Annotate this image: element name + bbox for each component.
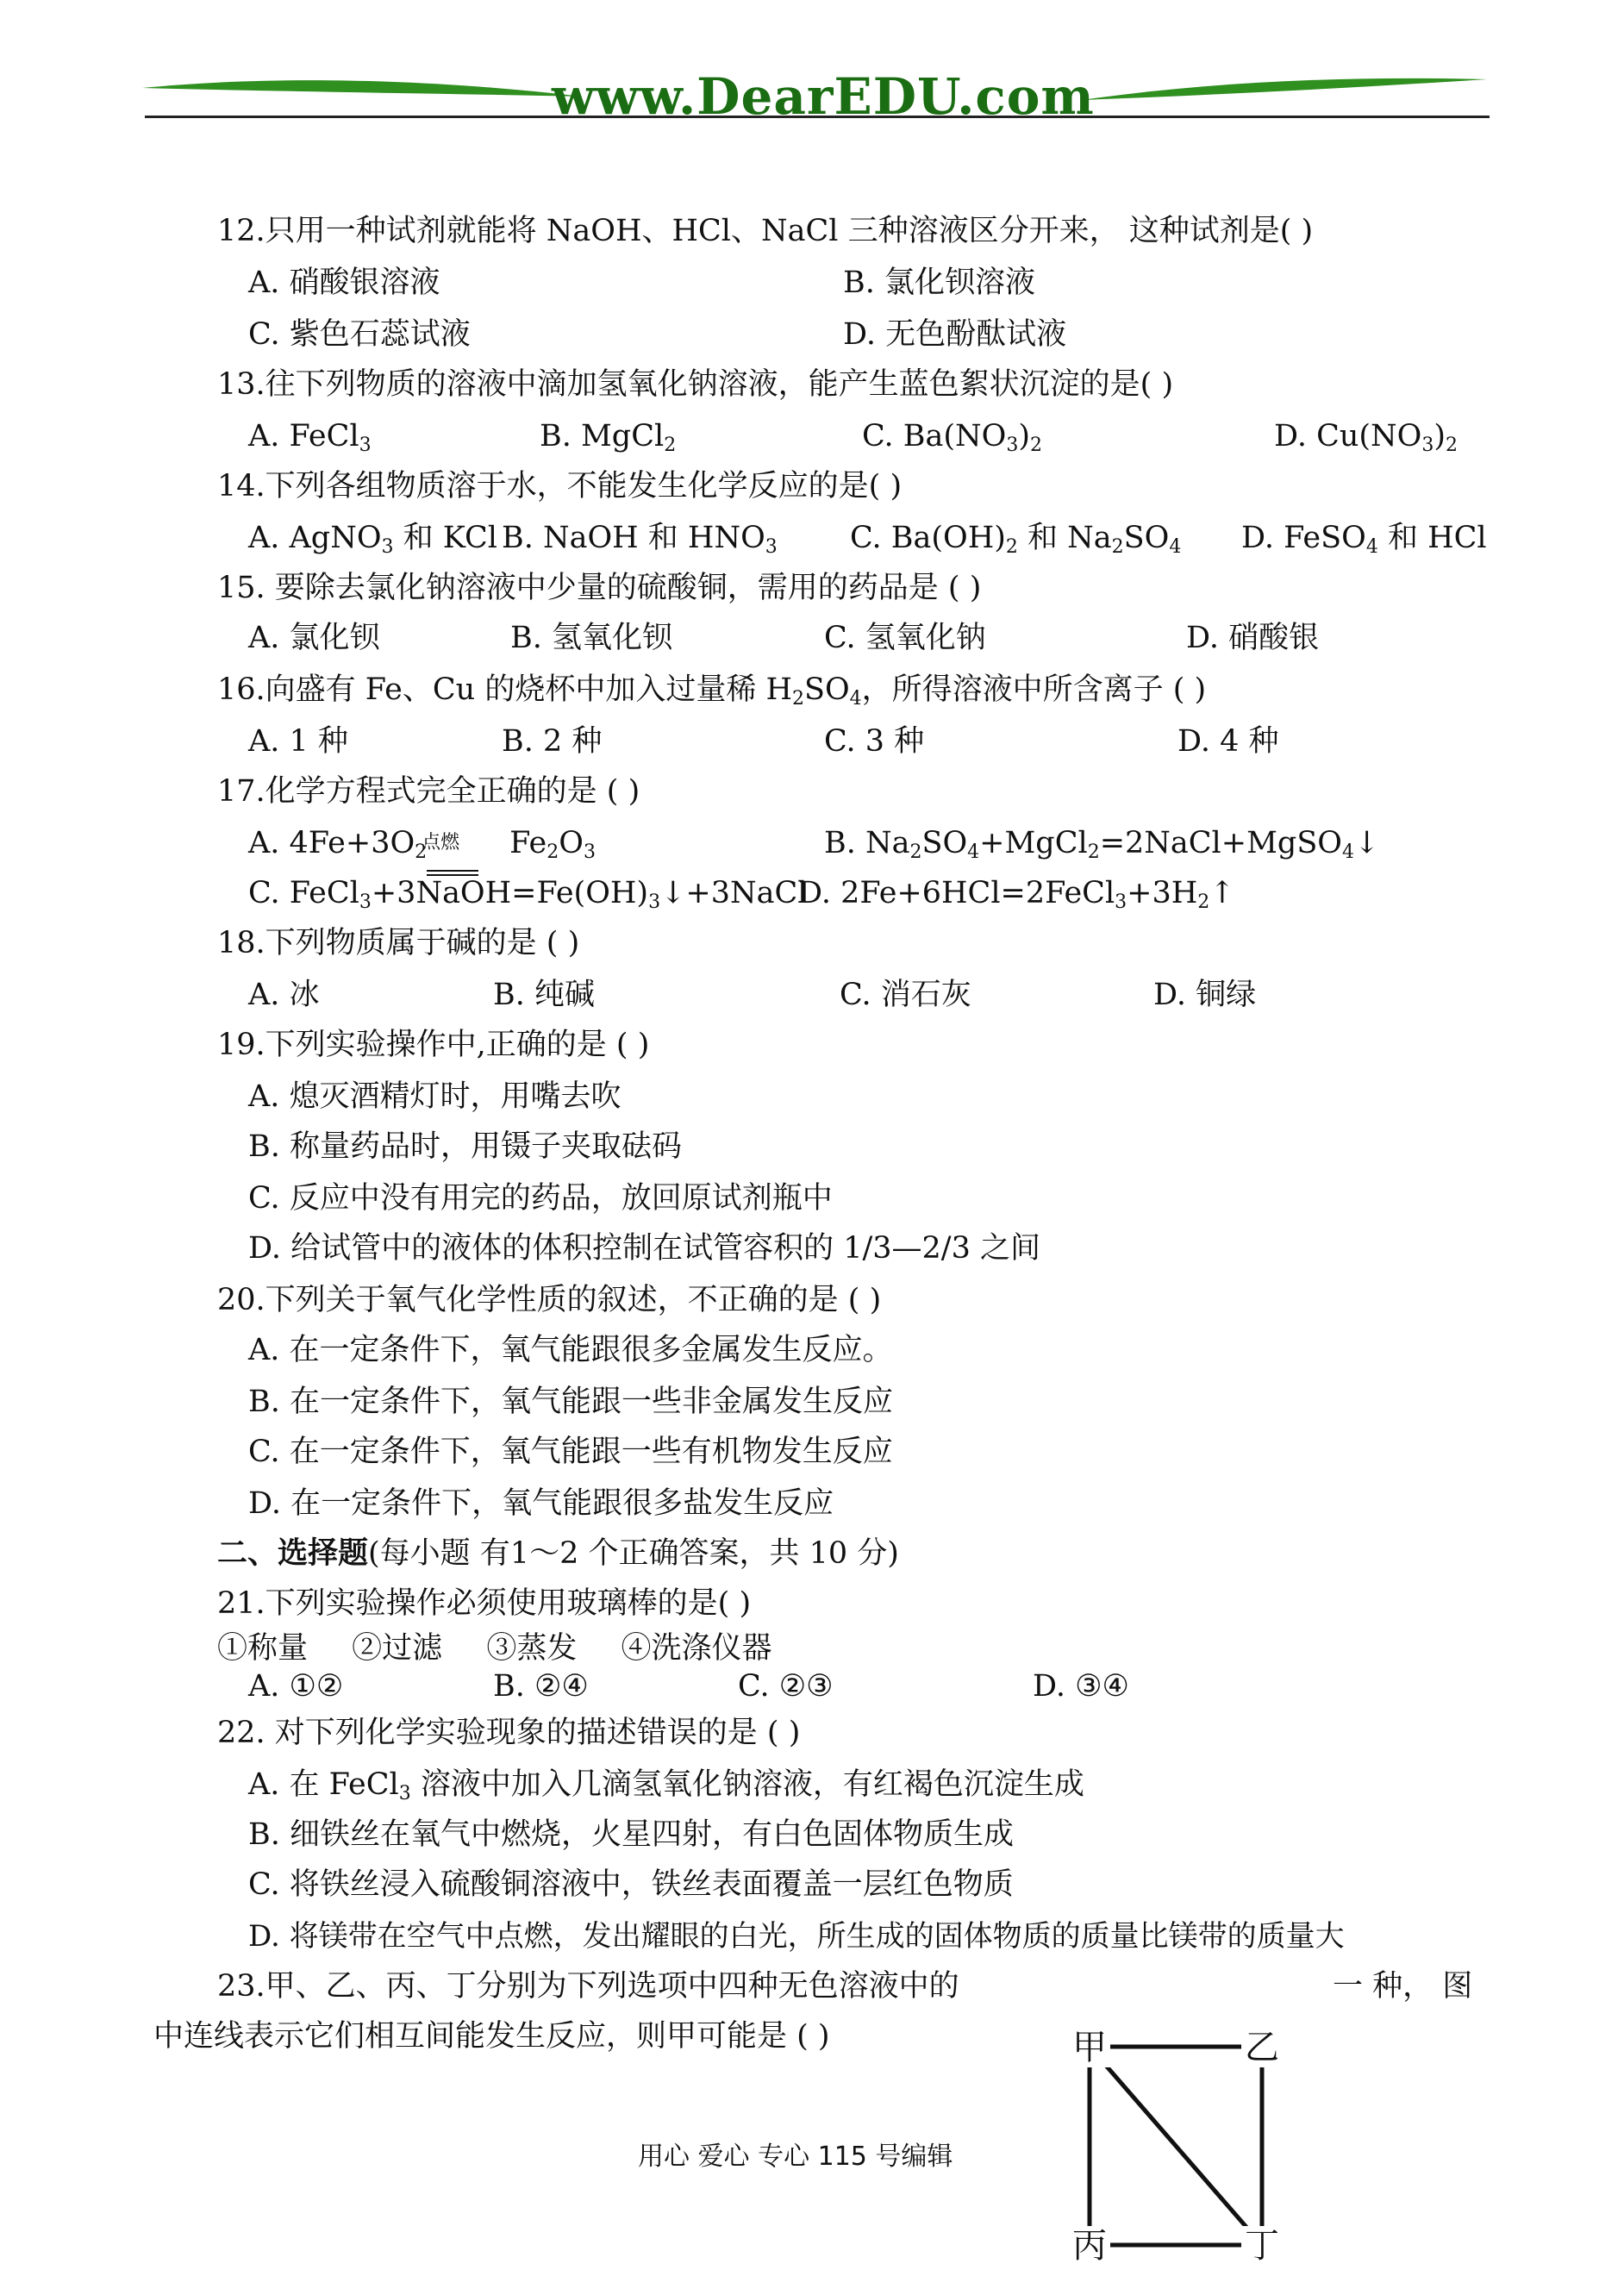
q21-item-4: ④洗涤仪器 bbox=[621, 1631, 772, 1666]
q19-option-b[interactable]: B. 称量药品时，用镊子夹取砝码 bbox=[248, 1129, 682, 1164]
q21-option-b[interactable]: B. ②④ bbox=[493, 1669, 589, 1704]
q21-stem: 21.下列实验操作必须使用玻璃棒的是( ) bbox=[217, 1586, 752, 1621]
q14-option-c[interactable]: C. $Ba(OH)_2$ 和 $Na_2SO_4$ bbox=[850, 521, 1182, 558]
q22-stem: 22. 对下列化学实验现象的描述错误的是 ( ) bbox=[217, 1716, 801, 1750]
q18-stem: 18.下列物质属于碱的是 ( ) bbox=[217, 926, 580, 960]
q15-option-d[interactable]: D. 硝酸银 bbox=[1186, 621, 1320, 655]
q19-stem: 19.下列实验操作中,正确的是 ( ) bbox=[217, 1028, 650, 1062]
q22-option-a[interactable]: A. 在 FeCl$_3$ 溶液中加入几滴氢氧化钠溶液，有红褐色沉淀生成 bbox=[248, 1767, 1084, 1804]
q21-item-1: ①称量 bbox=[217, 1631, 309, 1666]
section-note: (每小题 有1～2 个正确答案，共 10 分) bbox=[368, 1536, 899, 1571]
q20-stem: 20.下列关于氧气化学性质的叙述，不正确的是 ( ) bbox=[217, 1283, 882, 1317]
q14-option-d[interactable]: D. FeSO$_4$ 和 HCl bbox=[1241, 521, 1487, 558]
q18-option-b[interactable]: B. 纯碱 bbox=[493, 978, 595, 1012]
q21-option-d[interactable]: D. ③④ bbox=[1033, 1669, 1129, 1704]
q12-option-c[interactable]: C. 紫色石蕊试液 bbox=[248, 317, 471, 352]
q18-option-a[interactable]: A. 冰 bbox=[248, 978, 320, 1012]
q15-option-a[interactable]: A. 氯化钡 bbox=[248, 621, 380, 655]
q12-stem: 12.只用一种试剂就能将 NaOH、HCl、NaCl 三种溶液区分开来， 这种试剂是( ) bbox=[217, 214, 1314, 248]
q21-items bbox=[217, 1629, 771, 1667]
q21-item-2: ②过滤 bbox=[352, 1631, 443, 1666]
reaction-condition: 点燃 bbox=[422, 832, 460, 854]
site-logo[interactable]: www.DearEDU.com bbox=[552, 67, 1095, 126]
green-swoosh-left bbox=[138, 69, 586, 112]
q16-option-d[interactable]: D. 4 种 bbox=[1177, 724, 1279, 759]
q13-option-d[interactable]: D. $Cu(NO_3)_2$ bbox=[1274, 419, 1458, 456]
q14-stem: 14.下列各组物质溶于水，不能发生化学反应的是( ) bbox=[217, 469, 903, 503]
q13-option-a[interactable]: A. FeCl$_3$ bbox=[248, 419, 372, 456]
node-yi: 乙 bbox=[1241, 2028, 1283, 2067]
q13-option-c[interactable]: C. $Ba(NO_3)_2$ bbox=[862, 419, 1042, 456]
q21-option-c[interactable]: C. ②③ bbox=[738, 1669, 834, 1704]
q17-option-a[interactable]: A. $4Fe+3O_2$ 点燃 $Fe_2O_3$ bbox=[248, 824, 596, 862]
q15-option-c[interactable]: C. 氢氧化钠 bbox=[824, 621, 986, 655]
green-swoosh-right bbox=[1077, 69, 1491, 112]
q12-option-a[interactable]: A. 硝酸银溶液 bbox=[248, 266, 440, 300]
q23-stem-line2: 中连线表示它们相互间能发生反应，则甲可能是 ( ) bbox=[153, 2019, 830, 2054]
q21-item-3: ③蒸发 bbox=[486, 1631, 578, 1666]
q21-option-a[interactable]: A. ①② bbox=[248, 1669, 344, 1704]
q22-option-c[interactable]: C. 将铁丝浸入硫酸铜溶液中，铁丝表面覆盖一层红色物质 bbox=[248, 1867, 1014, 1902]
q12-option-b[interactable]: B. 氯化钡溶液 bbox=[843, 266, 1035, 300]
q14-option-a[interactable]: A. AgNO$_3$ 和 KCl bbox=[248, 521, 497, 558]
q13-option-b[interactable]: B. MgCl$_2$ bbox=[540, 419, 677, 456]
q16-option-c[interactable]: C. 3 种 bbox=[824, 724, 925, 759]
q19-option-a[interactable]: A. 熄灭酒精灯时，用嘴去吹 bbox=[248, 1079, 621, 1114]
q15-option-b[interactable]: B. 氢氧化钡 bbox=[510, 621, 672, 655]
q23-stem-end: 一 种， 图 bbox=[1333, 1969, 1473, 2004]
q12-option-d[interactable]: D. 无色酚酞试液 bbox=[843, 317, 1067, 352]
section-heading bbox=[217, 1535, 899, 1573]
q17-option-d[interactable]: D. $2Fe+6HCl=2FeCl_3+3H_2↑$ bbox=[798, 876, 1235, 913]
q18-option-c[interactable]: C. 消石灰 bbox=[840, 978, 971, 1012]
q17-option-c[interactable]: C. $FeCl_3+3NaOH=Fe(OH)_3↓+3NaCl$ bbox=[248, 876, 808, 913]
q19-option-c[interactable]: C. 反应中没有用完的药品，放回原试剂瓶中 bbox=[248, 1181, 833, 1216]
page-footer: 用心 爱心 专心 115 号编辑 bbox=[638, 2142, 953, 2172]
q16-option-b[interactable]: B. 2 种 bbox=[502, 724, 603, 759]
q16-option-a[interactable]: A. 1 种 bbox=[248, 724, 348, 759]
q17-stem: 17.化学方程式完全正确的是 ( ) bbox=[217, 774, 640, 809]
q20-option-b[interactable]: B. 在一定条件下，氧气能跟一些非金属发生反应 bbox=[248, 1385, 893, 1419]
node-jia: 甲 bbox=[1069, 2028, 1110, 2067]
q22-option-d[interactable]: D. 将镁带在空气中点燃，发出耀眼的白光，所生成的固体物质的质量比镁带的质量大 bbox=[248, 1919, 1345, 1954]
q20-option-d[interactable]: D. 在一定条件下，氧气能跟很多盐发生反应 bbox=[248, 1486, 834, 1521]
q20-option-c[interactable]: C. 在一定条件下，氧气能跟一些有机物发生反应 bbox=[248, 1435, 893, 1469]
q16-stem: 16.向盛有 Fe、Cu 的烧杯中加入过量稀 $H_2SO_4$，所得溶液中所含离子 ( ) bbox=[217, 672, 1207, 710]
node-bing: 丙 bbox=[1069, 2226, 1110, 2266]
q15-stem: 15. 要除去氯化钠溶液中少量的硫酸铜，需用的药品是 ( ) bbox=[217, 571, 982, 605]
q17-option-b[interactable]: B. $Na_2SO_4+MgCl_2=2NaCl+MgSO_4↓$ bbox=[824, 826, 1380, 863]
section-title: 二、选择题 bbox=[217, 1535, 369, 1571]
q20-option-a[interactable]: A. 在一定条件下，氧气能跟很多金属发生反应。 bbox=[248, 1333, 893, 1367]
q22-option-b[interactable]: B. 细铁丝在氧气中燃烧，火星四射，有白色固体物质生成 bbox=[248, 1817, 1014, 1852]
q13-stem: 13.往下列物质的溶液中滴加氢氧化钠溶液，能产生蓝色絮状沉淀的是( ) bbox=[217, 367, 1174, 402]
q18-option-d[interactable]: D. 铜绿 bbox=[1153, 978, 1257, 1012]
q23-stem-start: 23.甲、乙、丙、丁分别为下列选项中四种无色溶液中的 bbox=[217, 1969, 959, 2004]
node-ding: 丁 bbox=[1241, 2226, 1283, 2266]
q14-option-b[interactable]: B. NaOH 和 $HNO_3$ bbox=[502, 521, 778, 558]
q19-option-d[interactable]: D. 给试管中的液体的体积控制在试管容积的 1/3—2/3 之间 bbox=[248, 1231, 1040, 1266]
